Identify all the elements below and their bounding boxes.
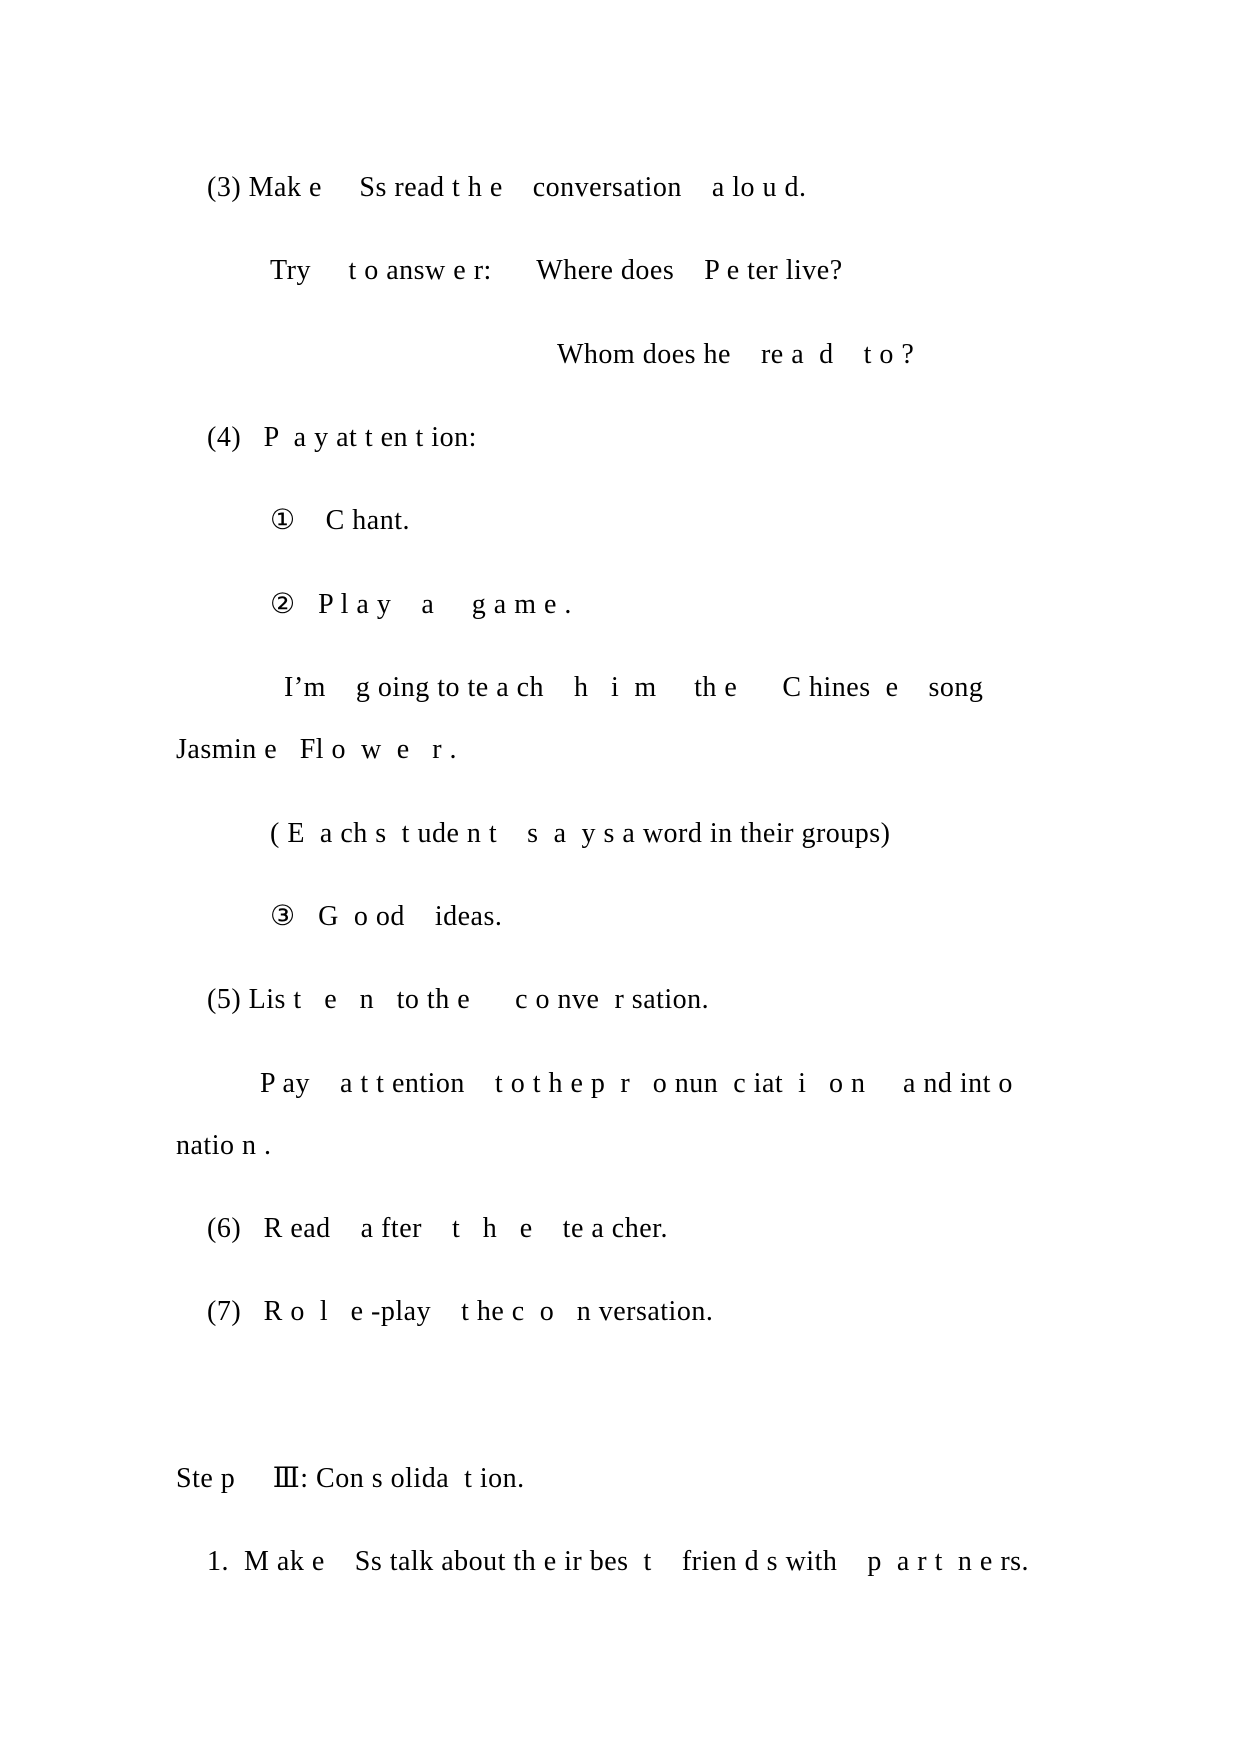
step-4-pay-attention: (4) P a y at t en t ion:: [207, 422, 477, 453]
note-each-student: ( E a ch s t ude n t s a y s a word in their groups): [270, 818, 891, 849]
step-3-read-aloud: (3) Mak e Ss read t h e conversation a lo u d.: [207, 172, 807, 203]
paragraph-chinese-song: I’m g oing to te a ch h i m th e C hines e song: [284, 672, 984, 703]
question-where-peter-lives: Try t o answ e r: Where does P e ter live?: [270, 255, 843, 286]
paragraph-pronunciation: P ay a t t ention t o t h e p r o nun c iat i o n a nd int o: [260, 1068, 1013, 1099]
step-6-read-after: (6) R ead a fter t h e te a cher.: [207, 1213, 668, 1244]
paragraph-pronunciation-cont: natio n .: [176, 1130, 272, 1161]
step-7-role-play: (7) R o l e -play t he c o n versation.: [207, 1296, 714, 1327]
item-play-a-game: ② P l a y a g a m e .: [270, 589, 572, 620]
item-chant: ① C hant.: [270, 505, 410, 536]
item-good-ideas: ③ G o od ideas.: [270, 901, 503, 932]
step-5-listen: (5) Lis t e n to th e c o nve r sation.: [207, 984, 710, 1015]
heading-step-3-consolidation: Ste p Ⅲ: Con s olida t ion.: [176, 1463, 525, 1494]
question-whom-he-reads-to: Whom does he re a d t o ?: [557, 339, 915, 370]
consolidation-item-1: 1. M ak e Ss talk about th e ir bes t frien d s with p a r t n e rs.: [207, 1546, 1030, 1577]
paragraph-chinese-song-cont: Jasmin e Fl o w e r .: [176, 734, 458, 765]
